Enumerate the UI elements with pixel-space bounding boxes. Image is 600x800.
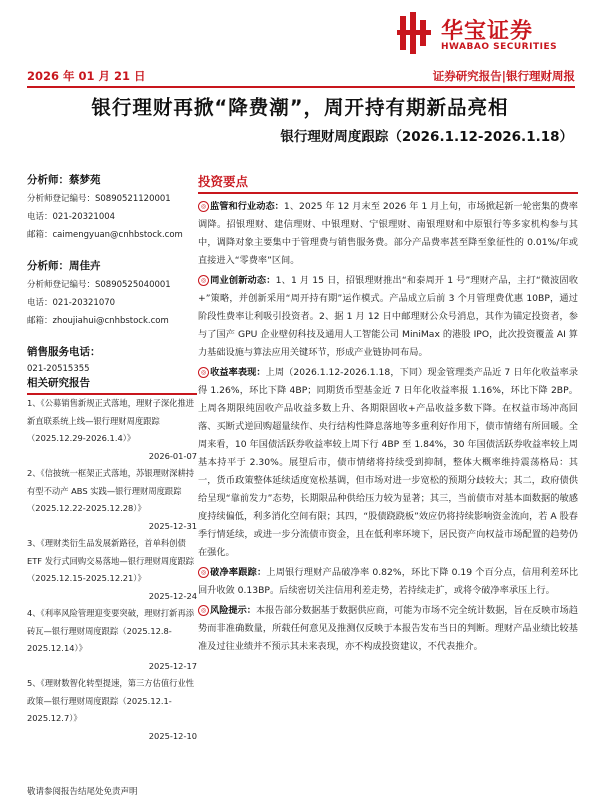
page-subtitle: 银行理财周度跟踪（2026.1.12-2026.1.18）: [280, 129, 573, 145]
para-body: 1、2025 年 12 月末至 2026 年 1 月上旬，市场掀起新一轮密集的费率调降。招银理财、建信理财、中银理财、宁银理财、南银理财和中原银行等多家机构参与其中，调降对象主要集中于管理费与销售服务费。部分产品费率甚至降至象征性的 0.01%/年或直接进入“零费率”区间。: [198, 200, 578, 266]
sales-phone: 021-20515355: [27, 364, 90, 374]
highlights-title: 投资要点: [198, 174, 249, 189]
para-body: 1、1 月 15 日，招银理财推出“和泰周开 1 号”理财产品，主打“微波固收+”策略，并创新采用“周开持有期”运作模式。产品成立后前 3 个月管理费优惠 10BP，通过阶段性费率让利吸引投资者。2、据 1 月 12 日中邮理财公众号消息，其作为锚定投资者，参与了国产 GPU 企业壁仞科技及通用人工智能公司 MiniMax 的港股 IPO，此次投资覆盖 AI 算力基础设施与算法应用关键环节，形成产业链协同布局。: [198, 274, 579, 358]
para-yield: [198, 364, 578, 562]
analyst-phone: 电话：021-20321004: [27, 212, 116, 222]
related-item-date: 2026-01-07: [148, 450, 197, 461]
bullet-icon: ◎: [198, 567, 209, 578]
analyst-panel: [27, 172, 197, 374]
report-date: 2026 年 01 月 21 日: [27, 69, 146, 83]
related-item-date: 2025-12-10: [148, 730, 197, 741]
related-item[interactable]: [27, 675, 197, 745]
brand-logo: [395, 12, 595, 60]
related-item-date: 2025-12-31: [148, 520, 197, 531]
related-item-text[interactable]: 1、《公募销售新规正式落地，理财子深化推进新直联系统上线—银行理财周度跟踪（2025.12.29-2026.1.4）》: [27, 398, 195, 443]
disclaimer-footer: 敬请参阅报告结尾处免责声明: [27, 787, 138, 797]
bullet-icon: ◎: [198, 605, 209, 616]
report-category: 证券研究报告|银行理财周报: [432, 69, 575, 83]
related-heading: [27, 375, 197, 395]
analyst-email[interactable]: 邮箱：zhoujiahui@cnhbstock.com: [27, 316, 169, 326]
analyst-block: [27, 258, 197, 326]
analyst-name: 分析师：周佳卉: [27, 260, 101, 272]
para-lead: 收益率表现：: [210, 366, 266, 378]
related-item-text[interactable]: 4、《利率风险管理迎变要突破，理财打新再添砖瓦—银行理财周度跟踪（2025.12.8-2025.12.14）》: [27, 608, 195, 653]
related-item[interactable]: [27, 605, 197, 675]
para-risk: [198, 602, 578, 656]
para-breakeven: [198, 564, 578, 600]
related-item-text[interactable]: 5、《理财数智化转型提速，第三方估值行业性政策—银行理财周度跟踪（2025.12.1-2025.12.7）》: [27, 678, 195, 723]
related-item-text[interactable]: 3、《理财类衍生品发展新路径，首单科创债 ETF 发行式回购交易落地—银行理财周度跟踪（2025.12.15-2025.12.21）》: [27, 538, 195, 583]
related-item[interactable]: [27, 395, 197, 465]
page-title: 银行理财再掀“降费潮”，周开持有期新品亮相: [91, 96, 509, 119]
analyst-email[interactable]: 邮箱：caimengyuan@cnhbstock.com: [27, 230, 183, 240]
para-innovation: [198, 272, 578, 362]
analyst-cert: 分析师登记编号：S0890521120001: [27, 194, 171, 204]
related-item[interactable]: [27, 535, 197, 605]
analyst-phone: 电话：021-20321070: [27, 298, 116, 308]
para-regulation: [198, 198, 578, 270]
brand-name-cn: 华宝证券: [441, 19, 534, 44]
related-list: [27, 395, 197, 745]
para-lead: 监管和行业动态：: [210, 200, 284, 212]
para-lead: 同业创新动态：: [210, 274, 276, 286]
related-title: 相关研究报告: [27, 377, 90, 389]
brand-mark-icon: [397, 12, 433, 54]
para-lead: 破净率跟踪：: [210, 566, 267, 578]
sales-label: 销售服务电话：: [27, 346, 101, 358]
para-body: 上周（2026.1.12-2026.1.18，下同）现金管理类产品近 7 日年化收益率录得 1.26%，环比下降 4BP；同期货币型基金近 7 日年化收益率报 1.16%，环比下降 2BP。上周各期限纯固收产品收益多数上升、各期限固收+产品收益多数下降。在权益市场冲高回落、买断式逆回购超量续作、央行结构性降息落地等多重利好作用下，债市情绪有所回暖。全周来看，10 年国债活跃券收益率较上周下行 4BP 至 1.84%，30 年国债活跃券收益率较上周基本持平于 2.30%。展望后市，债市情绪将持续受到抑制，整体大概率维持震荡格局：其一，货币政策整体延续适度宽松基调，但市场对进一步宽松的预期分歧较大；其二，政府债供给呈现“靠前发力”态势，长期限品种供给压力较为显著；其三，当前债市对基本面数据的敏感度持续偏低，利多消化空间有限；其四，“股债跷跷板”效应仍将持续影响资金流向，若 A 股春季行情延续，或进一步分流债市资金，且在低利率环境下，居民资产向权益市场配置的趋势仍在强化。: [198, 366, 579, 558]
para-body: 本报告部分数据基于数据供应商，可能为市场不完全统计数据，旨在反映市场趋势而非准确数量，所载任何意见及推测仅反映于本报告发布当日的判断。理财产品业绩比较基准及过往业绩并不预示其未来表现，亦不构成投资建议，不代表推介。: [198, 604, 579, 652]
para-lead: 风险提示：: [210, 604, 257, 616]
bullet-icon: ◎: [198, 201, 209, 212]
bullet-icon: ◎: [198, 367, 209, 378]
analyst-block: [27, 172, 197, 240]
header-divider: [27, 86, 575, 88]
para-body: 上周银行理财产品破净率 0.82%，环比下降 0.19 个百分点，信用利差环比回升收敛 0.13BP。后续密切关注信用利差走势，若持续走扩，或将令破净率承压上行。: [198, 566, 579, 596]
header-bar: [27, 66, 575, 88]
related-item-text[interactable]: 2、《信披统一框架正式落地，苏银理财深耕持有型不动产 ABS 实践—银行理财周度跟踪（2025.12.22-2025.12.28）》: [27, 468, 195, 513]
investment-highlights: [198, 172, 578, 658]
analyst-cert: 分析师登记编号：S0890525040001: [27, 280, 171, 290]
brand-name-en: HWABAO SECURITIES: [441, 42, 558, 52]
highlights-divider: [198, 192, 578, 194]
analyst-name: 分析师：蔡梦苑: [27, 174, 101, 186]
bullet-icon: ◎: [198, 275, 209, 286]
related-item-date: 2025-12-17: [148, 660, 197, 671]
related-item[interactable]: [27, 465, 197, 535]
related-item-date: 2025-12-24: [148, 590, 197, 601]
